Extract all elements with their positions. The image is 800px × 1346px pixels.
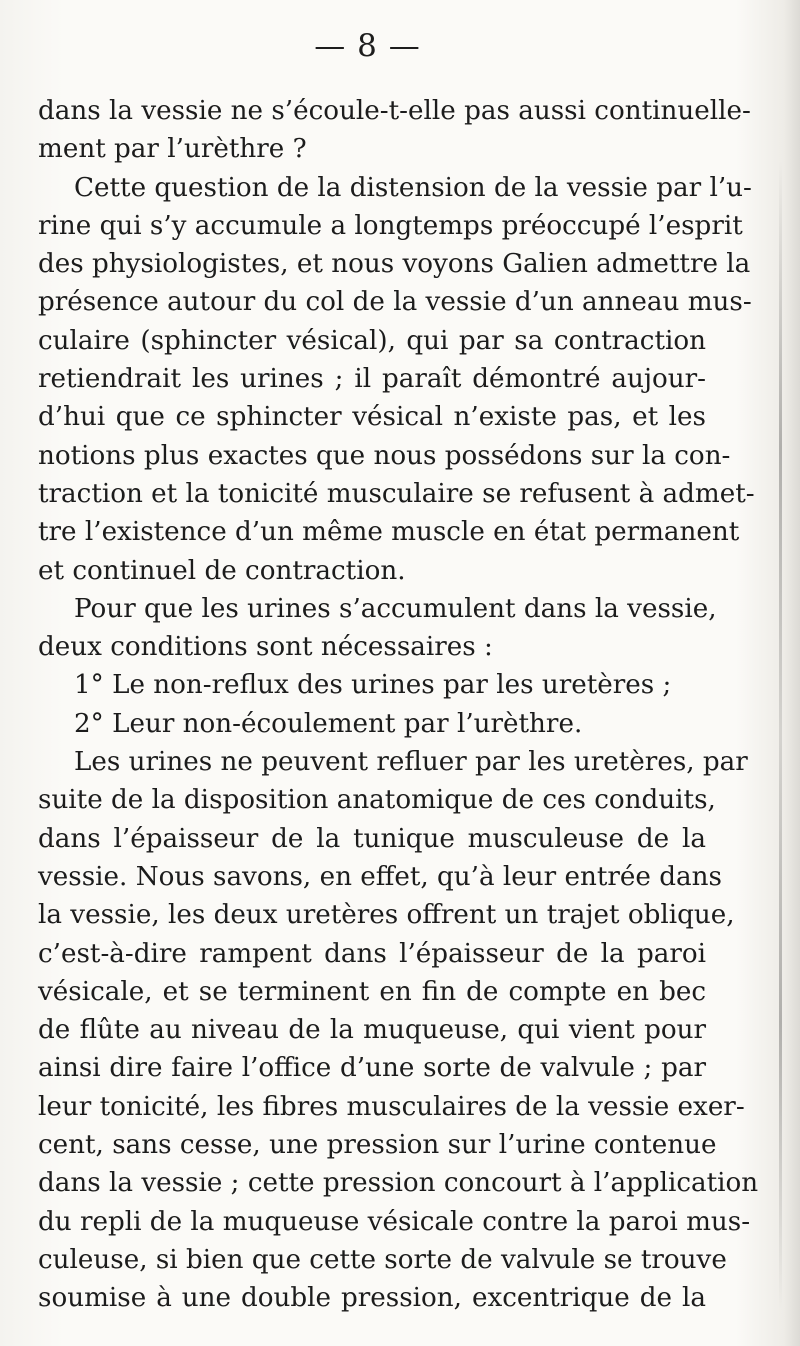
text-line: soumise à une double pression, excentrique de la [38,1283,706,1314]
page-number: — 8 — [314,28,421,64]
text-line: Les urines ne peuvent refluer par les uretères, par [74,747,748,778]
text-line: culeuse, si bien que cette sorte de valvule se trouve [38,1244,727,1275]
text-line: présence autour du col de la vessie d’un anneau mus- [38,287,752,318]
text-line: tre l’existence d’un même muscle en état permanent [38,517,740,548]
text-line: vésicale, et se terminent en fin de compte en bec [38,976,706,1007]
text-line: Pour que les urines s’accumulent dans la vessie, [74,593,717,624]
text-line: culaire (sphincter vésical), qui par sa contraction [38,325,706,356]
text-line: et continuel de contraction. [38,555,406,586]
text-line: cent, sans cesse, une pression sur l’urine contenue [38,1130,717,1161]
text-line: ainsi dire faire l’office d’une sorte de valvule ; par [38,1053,706,1084]
text-line: traction et la tonicité musculaire se refusent à admet- [38,478,755,509]
text-line: leur tonicité, les fibres musculaires de la vessie exer- [38,1091,745,1122]
text-line: de flûte au niveau de la muqueuse, qui vient pour [38,1015,706,1046]
text-line: retiendrait les urines ; il paraît démontré aujour- [38,364,706,395]
text-line: dans la vessie ; cette pression concourt à l’application [38,1168,759,1199]
text-line: vessie. Nous savons, en effet, qu’à leur entrée dans [38,861,722,892]
text-line: suite de la disposition anatomique de ces conduits, [38,785,716,816]
text-line: c’est-à-dire rampent dans l’épaisseur de la paroi [38,938,706,969]
body-text [38,92,759,1318]
text-line: ment par l’urèthre ? [38,134,307,165]
text-line: des physiologistes, et nous voyons Galien admettre la [38,249,751,280]
page-edge-shadow [779,160,782,1310]
text-line: d’hui que ce sphincter vésical n’existe pas, et les [38,402,706,433]
text-line: deux conditions sont nécessaires : [38,632,493,663]
text-line: notions plus exactes que nous possédons sur la con- [38,440,731,471]
text-line: Cette question de la distension de la vessie par l’u- [74,172,752,203]
text-line: 2° Leur non-écoulement par l’urèthre. [74,708,583,739]
text-line: rine qui s’y accumule a longtemps préoccupé l’esprit [38,210,743,241]
text-line: 1° Le non-reflux des urines par les uretères ; [74,670,672,701]
text-line: dans la vessie ne s’écoule-t-elle pas aussi continuelle- [38,96,751,126]
text-line: dans l’épaisseur de la tunique musculeuse de la [38,823,706,854]
text-line: la vessie, les deux uretères offrent un trajet oblique, [38,900,735,931]
text-line: du repli de la muqueuse vésicale contre la paroi mus- [38,1206,751,1237]
